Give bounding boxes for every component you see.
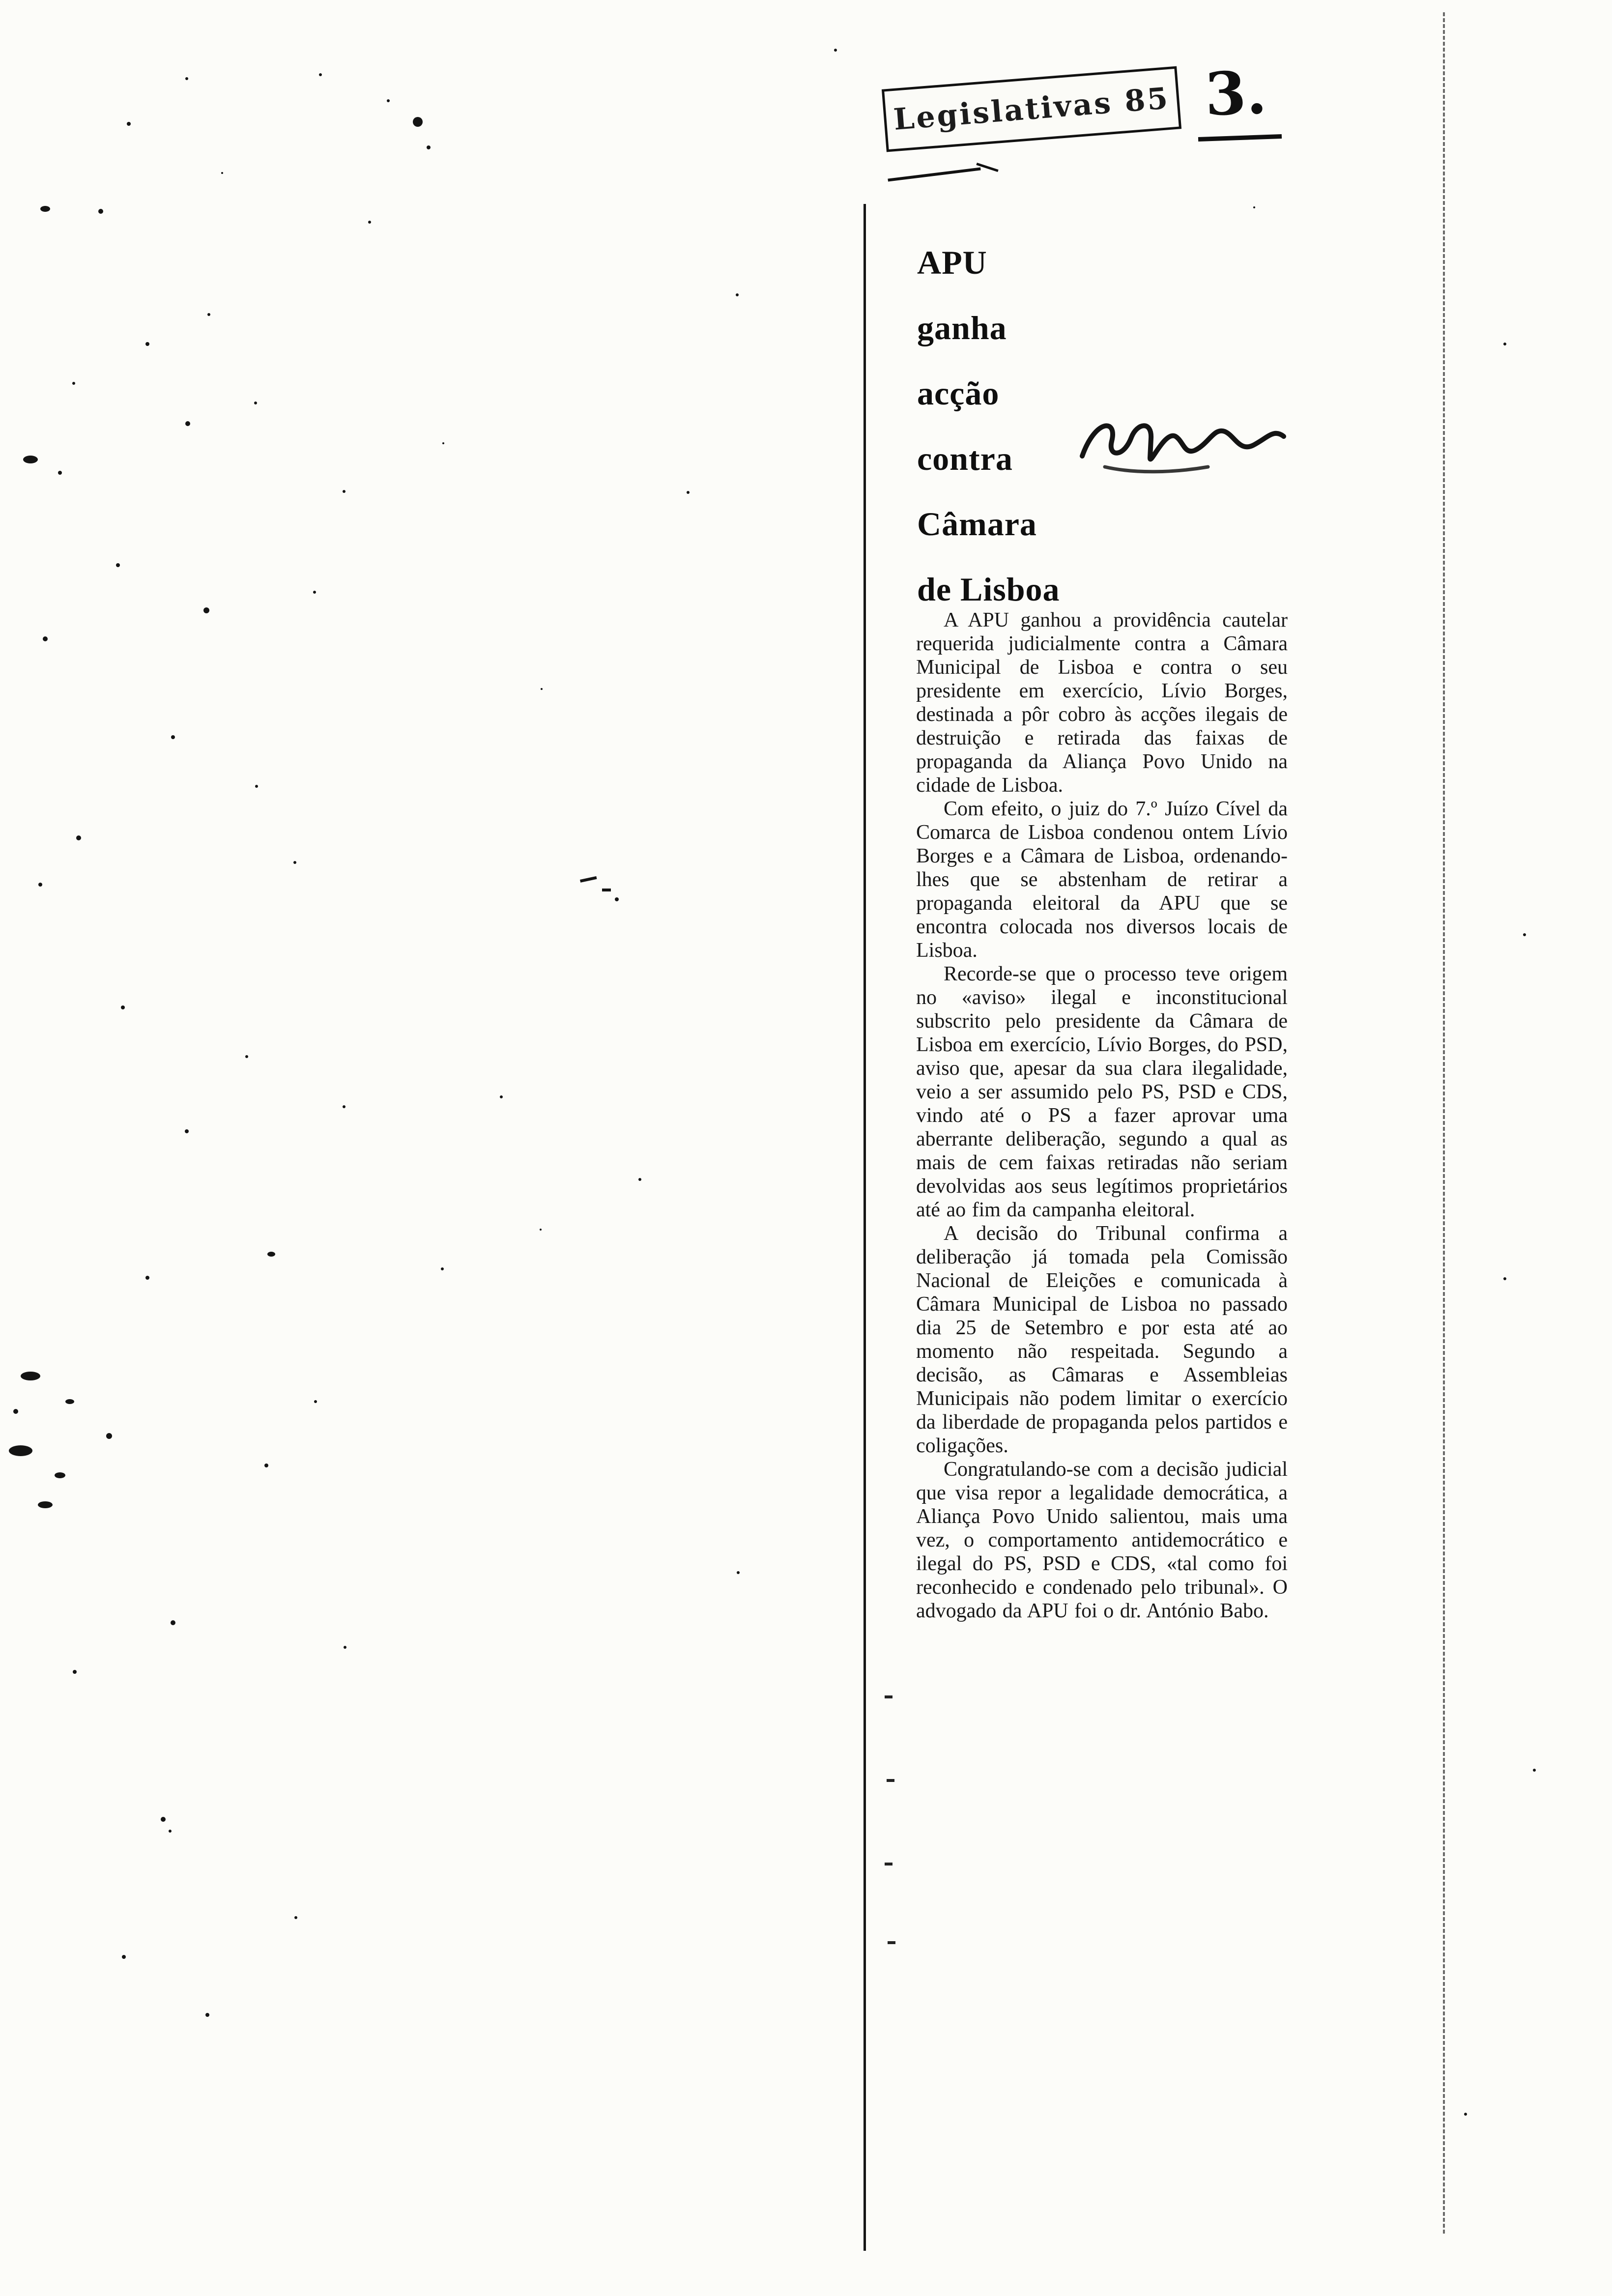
stamp-label: Legislativas 85 [892, 81, 1171, 137]
headline-line: ganha [917, 309, 1007, 346]
headline-line: APU [917, 244, 987, 281]
gutter-tick [885, 1695, 892, 1698]
fold-dashed-line [1443, 12, 1445, 2234]
page-number-underline [1198, 134, 1282, 142]
headline-line: de Lisboa [917, 571, 1060, 608]
paragraph: A APU ganhou a providência cautelar requerida judicialmente contra a Câmara Municipal de Lisboa e contra o seu presidente em exercício, Lívio Borges, destinada a pôr cobro às acções ilegais de destruição e retirada das faixas de propaganda da Aliança Povo Unido na cidade de Lisboa. [916, 609, 1288, 797]
stamp-underline-mark [888, 167, 980, 181]
paragraph: Recorde-se que o processo teve origem no «aviso» ilegal e inconstitucional subscrito pelo presidente da Câmara de Lisboa em exercício, Lívio Borges, do PSD, aviso que, apesar da sua clara ilegalidade, veio a ser assumido pelo PS, PSD e CDS, vindo até o PS a fazer aprovar uma aberrante deliberação, segundo a qual as mais de cem faixas retiradas não seriam devolvidas aos seus legítimos proprietários até ao fim da campanha eleitoral. [916, 963, 1288, 1221]
headline-line: acção [917, 374, 1000, 412]
paragraph: Congratulando-se com a decisão judicial que visa repor a legalidade democrática, a Aliança Povo Unido salientou, mais uma vez, o comportamento antidemocrático e ilegal do PS, PSD e CDS, «tal como foi reconhecido e condenado pelo tribunal». O advogado da APU foi o dr. António Babo. [916, 1458, 1288, 1622]
handwritten-annotation-scribble [1075, 409, 1292, 483]
headline-line: contra [917, 440, 1013, 477]
gutter-tick [885, 1863, 892, 1866]
headline-line: Câmara [917, 505, 1037, 543]
paragraph: Com efeito, o juiz do 7.º Juízo Cível da Comarca de Lisboa condenou ontem Lívio Borges e a Câmara de Lisboa, ordenando-lhes que se abstenham de retirar a propaganda eleitoral da APU que se encontra colocada nos diversos locais de Lisboa. [916, 798, 1288, 962]
column-left-rule [864, 204, 866, 2251]
paragraph: A decisão do Tribunal confirma a deliberação já tomada pela Comissão Nacional de Eleições e comunicada à Câmara Municipal de Lisboa no passado dia 25 de Setembro e por esta até ao momento não respeitada. Segundo a decisão, as Câmaras e Assembleias Municipais não podem limitar o exercício da liberdade de propaganda pelos partidos e coligações. [916, 1222, 1288, 1457]
gutter-tick [887, 1779, 894, 1782]
page-number: 3. [1204, 57, 1268, 130]
legislativas-stamp [882, 66, 1181, 152]
article-body [916, 608, 1288, 1623]
gutter-tick [888, 1941, 895, 1944]
